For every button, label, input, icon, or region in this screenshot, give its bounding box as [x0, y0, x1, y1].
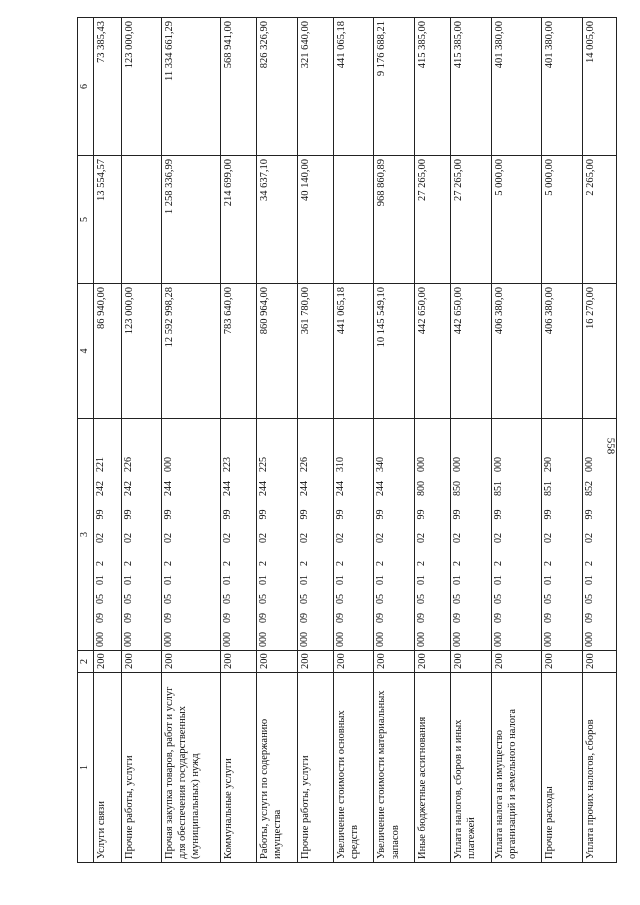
row-amount-planned: 783 640,00 [220, 284, 256, 419]
row-amount-remaining: 14 005,00 [582, 18, 616, 156]
row-amount-planned: 442 650,00 [451, 284, 491, 419]
table-row [334, 18, 374, 863]
table-row [582, 18, 616, 863]
row-amount-remaining: 826 326,90 [257, 18, 297, 156]
row-amount-executed: 5 000,00 [491, 156, 542, 284]
row-amount-executed: 214 699,00 [220, 156, 256, 284]
row-amount-planned: 442 650,00 [414, 284, 450, 419]
table-row [121, 18, 161, 863]
row-kbk: 000 09 05 01 2 02 99 244 223 [220, 419, 256, 651]
row-kbk: 000 09 05 01 2 02 99 850 000 [451, 419, 491, 651]
row-name: Прочие работы, услуги [297, 673, 333, 863]
row-amount-executed: 34 637,10 [257, 156, 297, 284]
row-amount-executed: 27 265,00 [451, 156, 491, 284]
row-name: Коммунальные услуги [220, 673, 256, 863]
row-name: Работы, услуги по содержанию имущества [257, 673, 297, 863]
row-code: 200 [297, 651, 333, 673]
row-amount-remaining: 123 000,00 [121, 18, 161, 156]
row-amount-remaining: 73 385,43 [93, 18, 121, 156]
row-amount-executed: 2 265,00 [582, 156, 616, 284]
row-amount-planned: 860 964,00 [257, 284, 297, 419]
table-row [93, 18, 121, 863]
row-amount-executed [121, 156, 161, 284]
row-amount-planned: 12 592 998,28 [162, 284, 221, 419]
row-code: 200 [257, 651, 297, 673]
col-header: 1 [78, 673, 94, 863]
row-amount-planned: 10 145 549,10 [374, 284, 414, 419]
row-kbk: 000 09 05 01 2 02 99 800 000 [414, 419, 450, 651]
row-kbk: 000 09 05 01 2 02 99 244 225 [257, 419, 297, 651]
row-kbk: 000 09 05 01 2 02 99 851 290 [542, 419, 582, 651]
table-row [297, 18, 333, 863]
row-amount-remaining: 401 380,00 [542, 18, 582, 156]
row-kbk: 000 09 05 01 2 02 99 244 000 [162, 419, 221, 651]
row-kbk: 000 09 05 01 2 02 99 851 000 [491, 419, 542, 651]
row-code: 200 [542, 651, 582, 673]
row-kbk: 000 09 05 01 2 02 99 244 226 [297, 419, 333, 651]
table-row [162, 18, 221, 863]
row-code: 200 [93, 651, 121, 673]
row-code: 200 [414, 651, 450, 673]
table-row [374, 18, 414, 863]
row-amount-planned: 123 000,00 [121, 284, 161, 419]
row-amount-remaining: 415 385,00 [414, 18, 450, 156]
table-row [491, 18, 542, 863]
row-kbk: 000 09 05 01 2 02 99 242 226 [121, 419, 161, 651]
row-name: Прочие работы, услуги [121, 673, 161, 863]
row-amount-planned: 86 940,00 [93, 284, 121, 419]
row-name: Иные бюджетные ассигнования [414, 673, 450, 863]
col-header: 6 [78, 18, 94, 156]
rotated-table-container [77, 18, 617, 863]
row-amount-remaining: 9 176 688,21 [374, 18, 414, 156]
row-code: 200 [582, 651, 616, 673]
row-amount-executed: 5 000,00 [542, 156, 582, 284]
row-amount-executed: 968 860,89 [374, 156, 414, 284]
row-amount-planned: 406 380,00 [491, 284, 542, 419]
row-amount-remaining: 11 334 661,29 [162, 18, 221, 156]
row-kbk: 000 09 05 01 2 02 99 852 000 [582, 419, 616, 651]
row-amount-remaining: 415 385,00 [451, 18, 491, 156]
row-amount-planned: 441 065,18 [334, 284, 374, 419]
row-name: Уплата налогов, сборов и иных платежей [451, 673, 491, 863]
table-row [414, 18, 450, 863]
row-name: Услуги связи [93, 673, 121, 863]
row-name: Прочая закупка товаров, работ и услуг для обеспечения государственных (муниципальных) нужд [162, 673, 221, 863]
row-amount-planned: 16 270,00 [582, 284, 616, 419]
row-amount-executed [334, 156, 374, 284]
row-name: Прочие расходы [542, 673, 582, 863]
row-name: Увеличение стоимости основных средств [334, 673, 374, 863]
table-inner [77, 18, 617, 863]
col-header: 2 [78, 651, 94, 673]
row-amount-executed: 40 140,00 [297, 156, 333, 284]
col-header: 3 [78, 419, 94, 651]
row-code: 200 [220, 651, 256, 673]
row-name: Уплата прочих налогов, сборов [582, 673, 616, 863]
row-amount-executed: 13 554,57 [93, 156, 121, 284]
row-amount-remaining: 401 380,00 [491, 18, 542, 156]
row-amount-executed: 1 258 336,99 [162, 156, 221, 284]
row-amount-planned: 406 380,00 [542, 284, 582, 419]
col-header: 4 [78, 284, 94, 419]
table-row [257, 18, 297, 863]
row-amount-executed: 27 265,00 [414, 156, 450, 284]
row-code: 200 [451, 651, 491, 673]
budget-table [77, 17, 617, 863]
row-name: Увеличение стоимости материальных запасов [374, 673, 414, 863]
row-amount-planned: 361 780,00 [297, 284, 333, 419]
row-code: 200 [121, 651, 161, 673]
page-number: 558 [603, 437, 616, 455]
table-row [220, 18, 256, 863]
row-name: Уплата налога на имущество организаций и земельного налога [491, 673, 542, 863]
row-amount-remaining: 568 941,00 [220, 18, 256, 156]
row-kbk: 000 09 05 01 2 02 99 242 221 [93, 419, 121, 651]
row-code: 200 [374, 651, 414, 673]
row-code: 200 [162, 651, 221, 673]
row-amount-remaining: 441 065,18 [334, 18, 374, 156]
row-code: 200 [334, 651, 374, 673]
table-row [451, 18, 491, 863]
table-row [542, 18, 582, 863]
row-kbk: 000 09 05 01 2 02 99 244 310 [334, 419, 374, 651]
row-amount-remaining: 321 640,00 [297, 18, 333, 156]
col-header: 5 [78, 156, 94, 284]
row-code: 200 [491, 651, 542, 673]
row-kbk: 000 09 05 01 2 02 99 244 340 [374, 419, 414, 651]
column-number-row [78, 18, 94, 863]
